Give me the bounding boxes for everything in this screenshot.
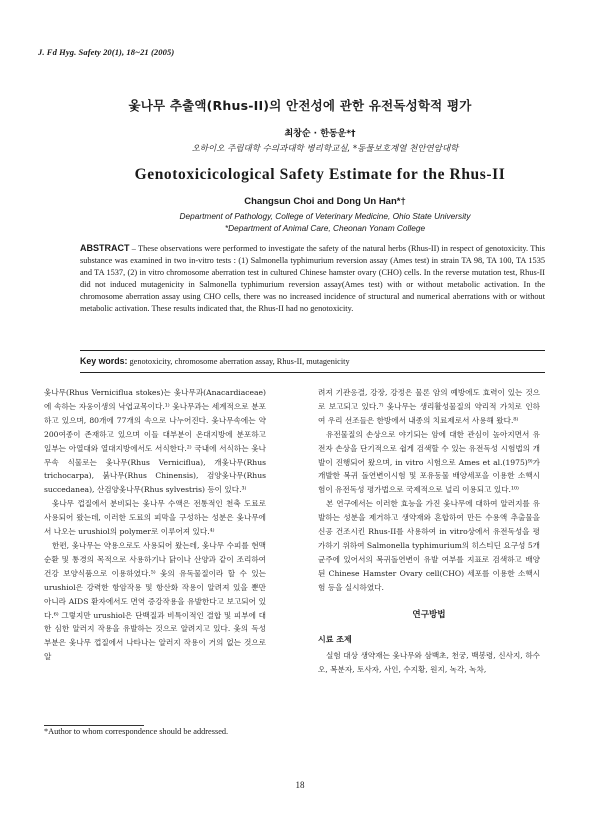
keywords-heading: Key words: — [80, 356, 128, 366]
korean-authors: 최창순 · 한동운*† — [284, 129, 356, 139]
methods-heading: 연구방법 — [412, 609, 446, 620]
keywords-divider — [80, 372, 545, 373]
materials-text: 실험 대상 생약재는 옻나무와 삼백초, 천궁, 백봉령, 신사지, 하수오, 복분자, 토사자, 사인, 수지황, 원지, 녹각, 녹차, — [318, 651, 540, 675]
abstract-divider — [80, 350, 545, 351]
right-paragraph: 유전물질의 손상으로 야기되는 암에 대한 관심이 높아지면서 유전자 손상을 단기적으로 쉽게 검색할 수 있는 유전독성 시험법의 개발이 진행되어 왔으며, in vitro 시험으로 Ames et al.(1975)⁹⁾가 개발한 복귀 돌연변이시험 및 포유동물 배양세포을 이용한 소핵시험이 유전독성 평가법으로 국제적으로 널리 이용되고 있다.¹⁰⁾ — [318, 429, 540, 495]
left-paragraph: 옻나무(Rhus Verniciflua stokes)는 옻나무과(Anacardiaceae)에 속하는 자웅이생의 낙엽교목이다.¹⁾ 옻나무과는 세계적으로 분포하고 있으며, 80개에 77개의 속으로 나누어진다. 옻나무속에는 약 200여종이 존재하고 있으며 이들 대부분이 온대지방에 분포하고 일부는 아열대와 열대지방에서도 서식한다.²⁾ 국내에 서식하는 옻나무속 식물로는 옻나무(Rhus Verniciflua), 개옻나무(Rhus trichocarpa), 붉나무(Rhus Chinensis), 검양옻나무(Rhus succedanea), 산검양옻나무(Rhus sylvestris) 등이 있다.³⁾ — [44, 388, 266, 495]
korean-title: 옻나무 추출액(Rhus-II)의 안전성에 관한 유전독성학적 평가 — [128, 98, 472, 113]
journal-citation: J. Fd Hyg. Safety 20(1), 18~21 (2005) — [38, 47, 175, 57]
footnote: *Author to whom correspondence should be addressed. — [44, 727, 229, 736]
right-paragraph: 본 연구에서는 이러한 효능을 가진 옻나무에 대하여 알러지를 유발하는 성분을 제거하고 생약재와 혼합하여 만든 수용액 추출물을 신공 건조시킨 Rhus-II를 사용하여 in vitro상에서 유전독성을 평가하기 위하여 Salmonella typhimurium의 히스티딘 요구성 5개 균주에 있어서의 복귀돌연변이 유발 여부를 지표로 검색하고 배양된 Chinese Hamster Ovary cell(CHO) 세포를 이용한 소핵시험 등을 실시하였다. — [318, 499, 540, 592]
english-title: Genotoxicicological Safety Estimate for the Rhus-II — [134, 166, 506, 183]
left-column — [44, 386, 266, 664]
abstract-heading: ABSTRACT — [80, 243, 130, 253]
page-number: 18 — [295, 780, 305, 790]
keywords — [80, 356, 545, 366]
left-paragraph: 한편, 옻나무는 약용으로도 사용되어 왔는데, 옻나무 수피를 현맥순환 및 통경의 목적으로 사용하기나 닭이나 산양과 같이 조리하여 건강 보양식품으로 이용하였다.⁵⁾ 옻의 유독물질이라 할 수 있는 urushiol은 강력한 항암작용 및 항산화 작용이 알려져 있을 뿐만 아니라 AIDS 환자에서도 면역 증강작용을 유발한다고 보고되어 있다.⁶⁾ 그렇지만 urushiol은 단백질과 비특이적인 결합 및 피부에 대한 심한 알러지 작용을 유발하는 것으로 알려지고 있다. 옻의 독성부분은 옻나무 껍질에서 나타나는 알러지 작용이 거의 없는 것으로 알 — [44, 540, 266, 662]
english-authors: Changsun Choi and Dong Un Han*† — [244, 196, 406, 207]
english-affiliation-2: *Department of Animal Care, Cheonan Yonam College — [224, 223, 426, 233]
abstract-text: – These observations were performed to investigate the safety of the natural herbs (Rhus-II) in respect of genotoxicity. This substance was examined in two in-vitro tests : (1) Salmonella typhimurium reversion assay (Ames test) in strain TA 98, TA 100, TA 1535 and TA 1537, (2) in vitro chromosome aberration test in cultured Chinese hamster ovary (CHO) cells. In the reverse mutation test, Rhus-II did not induced mutagenicity in Salmonella typhimurium reversion assay(Ames test) with or without metabolic activation. In the chromosome aberration assay using CHO cells, there was no increased incidence of structural and numerical aberrations with or without metabolic activation. These results indicated that, the Rhus-II had no genotoxicity. — [80, 244, 545, 313]
abstract — [80, 242, 545, 315]
korean-affiliation: 오하이오 주립대학 수의과대학 병리학교실, *동물보호계열 천안연암대학 — [191, 144, 459, 154]
keywords-text: genotoxicity, chromosome aberration assay, Rhus-II, mutagenicity — [127, 357, 350, 366]
english-affiliation-1: Department of Pathology, College of Veterinary Medicine, Ohio State University — [179, 211, 471, 221]
materials-heading: 시료 조제 — [318, 634, 352, 644]
left-paragraph: 옻나무 껍질에서 분비되는 옻나무 수액은 전통적인 천축 도료로 사용되어 왔는데, 이러한 도료의 피막을 구성하는 성분은 옻나무에서 나오는 urushiol의 polymer로 이루어져 있다.⁴⁾ — [44, 499, 266, 537]
right-column — [318, 386, 540, 677]
right-paragraph: 려져 기관응결, 강장, 강정은 물론 암의 예방에도 효력이 있는 것으로 보고되고 있다.⁷⁾ 옻나무는 생리활성물질의 약리적 가치로 인하여 우리 선조들은 한방에서 내종의 치료제로서 사용해 왔다.⁸⁾ — [318, 388, 540, 425]
footnote-divider — [44, 725, 144, 726]
